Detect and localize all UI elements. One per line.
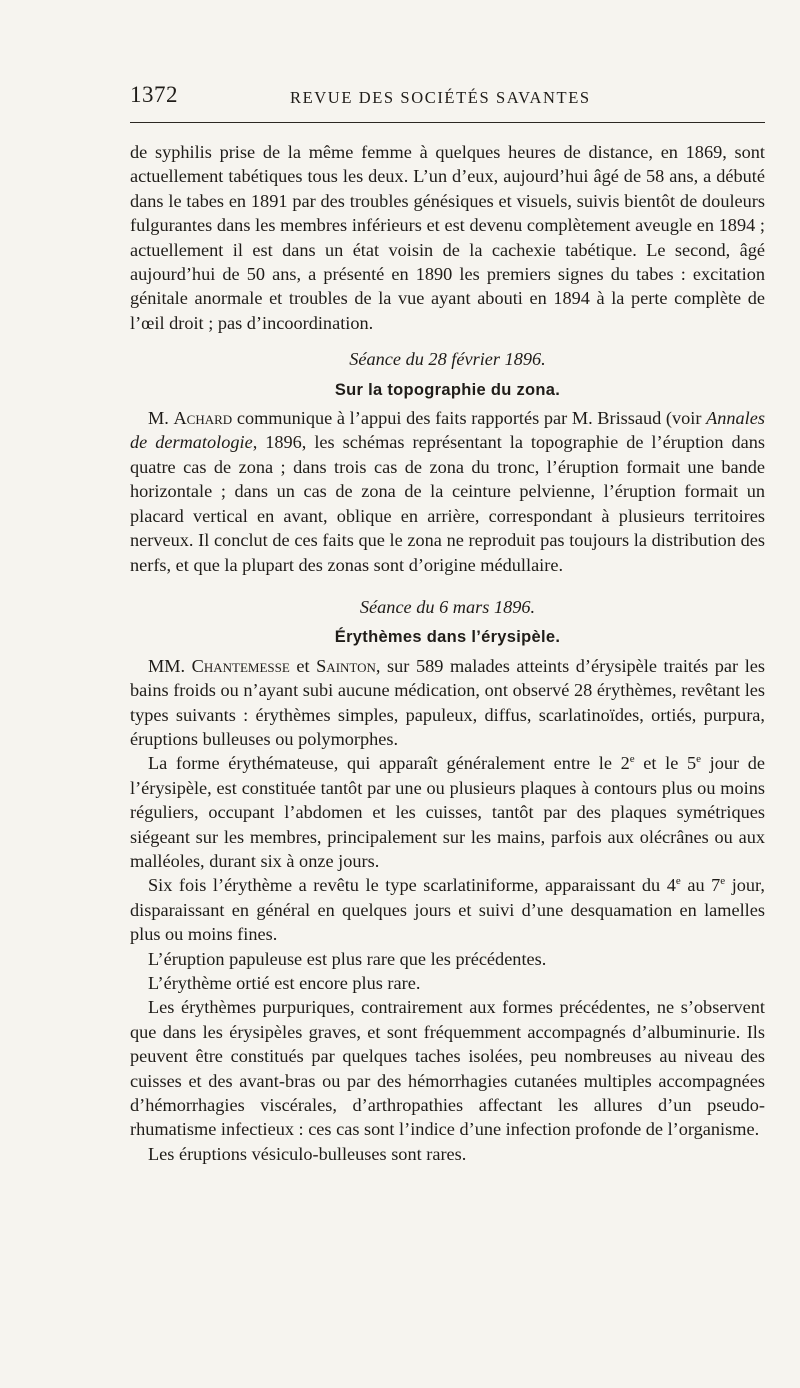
journal-title: REVUE DES SOCIÉTÉS SAVANTES	[290, 88, 591, 107]
paragraph-text: jour, disparaissant en général en quelques jours et suivi d’une desquamation en lamelles plus ou moins fines.	[130, 875, 765, 945]
session-heading-2: Séance du 6 mars 1896.	[359, 596, 536, 617]
paragraph-zona	[130, 406, 765, 577]
section-title-erythemes: Érythèmes dans l’érysipèle.	[334, 628, 561, 647]
paragraph-text: La forme érythémateuse, qui apparaît généralement entre le 2	[148, 753, 630, 774]
paragraph-intro	[130, 654, 765, 752]
paragraph-text: et le 5	[634, 753, 697, 774]
citation: Annales de dermatologie	[130, 408, 765, 453]
superscript: e	[675, 875, 681, 888]
superscript: e	[696, 753, 701, 766]
session-heading-1: Séance du 28 février 1896.	[349, 349, 546, 370]
paragraph-vesiculo-bulleuses: Les éruptions vésiculo-bulleuses sont rares.	[148, 1143, 467, 1164]
author-name: Achard	[173, 408, 233, 429]
superscript: e	[720, 875, 726, 888]
paragraph-ortie: L’érythème ortié est encore plus rare.	[148, 973, 421, 993]
paragraph-text: au 7	[680, 875, 721, 896]
body-text	[130, 140, 765, 1166]
paragraph-scarlatiniforme	[130, 873, 765, 946]
paragraph-continued: de syphilis prise de la même femme à quelques heures de distance, en 1869, sont actuellement tabétiques tous les deux. L’un d’eux, aujourd’hui âgé de 58 ans, a débuté dans le tabes en 1891 par des troubles génésiques et visuels, suivis bientôt de douleurs fulgurantes dans les membres inférieurs et est devenu complètement aveugle en 1894 ; actuellement il est dans un état voisin de la cachexie tabétique. Le second, âgé aujourd’hui de 50 ans, a présenté en 1890 les premiers signes du tabes : excitation génitale anormale et troubles de la vue ayant abouti en 1894 à la perte complète de l’œil droit ; pas d’incoordination.	[130, 142, 765, 333]
author-prefix: M.	[148, 408, 174, 429]
paragraph-text: jour de l’érysipèle, est constituée tantôt par une ou plusieurs plaques à contours plus ou moins réguliers, occupant l’abdomen et les cuisses, tantôt par des plaques symétriques siégeant sur les membres, principalement sur les mains, parfois aux olécrânes ou aux malléoles, durant six à onze jours.	[130, 753, 765, 871]
paragraph-purpuriques: Les érythèmes purpuriques, contrairement aux formes précédentes, ne s’observent que dans les érysipèles graves, et sont fréquemment accompagnés d’albuminurie. Ils peuvent être constitués par quelques taches isolées, peu nombreuses au niveau des cuisses et des avant-bras ou par des hémorrhagies cutanées multiples accompagnées d’hémorrhagies viscérales, d’arthropathies affectant les allures d’un pseudo-rhumatisme infectieux : ces cas sont l’indice d’une infection profonde de l’organisme.	[130, 997, 765, 1140]
running-head	[130, 82, 765, 112]
paragraph-forme-erythemateuse	[130, 751, 765, 873]
authors-prefix: MM.	[148, 655, 192, 676]
paragraph-text: Six fois l’érythème a revêtu le type scarlatiniforme, apparaissant du 4	[148, 875, 676, 896]
paragraph-papuleuse: L’éruption papuleuse est plus rare que les précédentes.	[148, 948, 547, 969]
paragraph-text: , 1896, les schémas représentant la topographie de l’éruption dans quatre cas de zona ; dans trois cas de zona du tronc, l’éruption formait une bande horizontale ; dans un cas de zona de la ceinture pelvienne, l’éruption formait un placard vertical en avant, oblique en arrière, correspondant à plusieurs territoires nerveux. Il conclut de ces faits que le zona ne reproduit pas toujours la distribution des nerfs, et que la plupart des zonas sont d’origine médullaire.	[130, 432, 765, 575]
author-name: Sainton	[316, 655, 376, 676]
paragraph-text: communique à l’appui des faits rapportés par M. Brissaud (voir	[232, 408, 707, 429]
conjunction: et	[289, 655, 317, 676]
page-number: 1372	[130, 82, 178, 107]
author-name: Chantemesse	[191, 655, 290, 676]
paragraph-text: , sur 589 malades atteints d’érysipèle traités par les bains froids ou n’ayant subi aucune médication, ont observé 28 érythèmes, revêtant les types suivants : érythèmes simples, papuleux, diffus, scarlatinoïdes, ortiés, purpura, éruptions bulleuses ou polymorphes.	[130, 655, 765, 749]
section-title-zona: Sur la topographie du zona.	[334, 380, 561, 399]
superscript: e	[629, 753, 635, 766]
header-rule	[130, 122, 765, 123]
